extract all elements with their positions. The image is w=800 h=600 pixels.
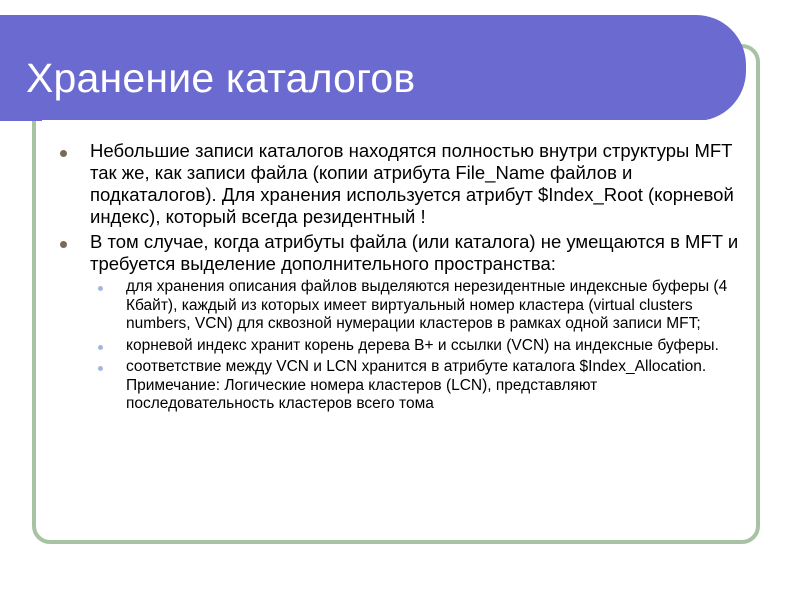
slide-content [58, 140, 748, 417]
bullet-item [58, 231, 748, 275]
sub-bullet-dot-icon [98, 366, 103, 371]
title-bar [0, 15, 746, 121]
sub-bullet-text: для хранения описания файлов выделяются нерезидентные индексные буферы (4 Кбайт), каждый из которых имеет виртуальный номер кластера (virtual clusters numbers, VCN) для сквозной нумерации кластеров в рамках одной записи MFT; [126, 278, 728, 332]
sub-bullet-text: корневой индекс хранит корень дерева B+ и ссылки (VCN) на индексные буферы. [126, 336, 719, 354]
sub-bullet-text: соответствие между VCN и LCN хранится в атрибуте каталога $Index_Allocation. Примечание: Логические номера кластеров (LCN), представляют последовательность кластеров всего тома [126, 358, 707, 412]
bullet-item [58, 140, 748, 228]
bullet-text: Небольшие записи каталогов находятся полностью внутри структуры MFT так же, как записи файла (копии атрибута File_Name файлов и подкаталогов). Для хранения используется атрибут $Index_Root (корневой индекс), который всегда резидентный ! [90, 140, 734, 227]
sub-bullet-item [58, 358, 748, 414]
sub-bullet-dot-icon [98, 345, 103, 350]
title-underline [42, 120, 706, 123]
slide-title: Хранение каталогов [26, 55, 416, 101]
bullet-dot-icon [60, 241, 67, 248]
sub-bullet-list [58, 278, 748, 414]
sub-bullet-dot-icon [98, 286, 103, 291]
bullet-text: В том случае, когда атрибуты файла (или каталога) не умещаются в MFT и требуется выделение дополнительного пространства: [90, 231, 739, 274]
sub-bullet-item [58, 337, 748, 356]
bullet-dot-icon [60, 150, 67, 157]
sub-bullet-item [58, 278, 748, 334]
